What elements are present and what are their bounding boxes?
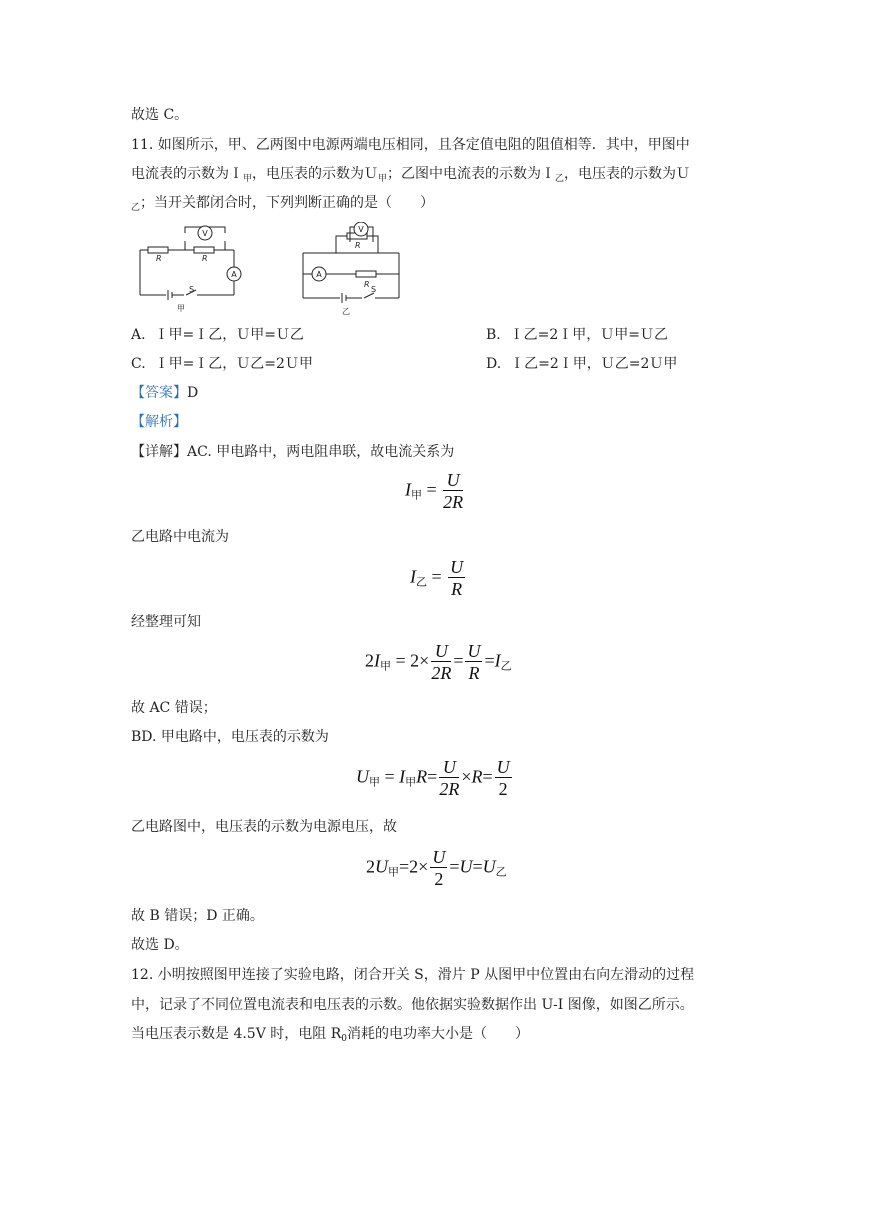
detail-choose-d: 故选 D。 xyxy=(131,937,189,953)
circuit-name-jia: 甲 xyxy=(177,304,185,313)
resistor-label-jia-1: R xyxy=(156,254,162,263)
q11-line-3: $_乙$；当开关都闭合时，下列判断正确的是（ ） xyxy=(131,195,435,213)
q12-line-3: 当电压表示数是 4.5V 时，电阻 $R_0$消耗的电功率大小是（ ） xyxy=(131,1026,530,1044)
ammeter-label-yi: A xyxy=(316,270,322,279)
detail-yi-current: 乙电路中电流为 xyxy=(131,529,229,545)
resistor-label-yi-2: R xyxy=(364,280,370,289)
detail-bd-intro: BD. 甲电路中，电压表的示数为 xyxy=(131,729,329,745)
switch-label-jia: S xyxy=(189,285,195,294)
voltmeter-label-jia: V xyxy=(202,229,208,238)
circuit-name-yi: 乙 xyxy=(342,307,350,316)
formula-u-jia: U甲 = I甲R= $\frac{U}{2R}$ ×R= $\frac{U}{2}$ xyxy=(356,757,510,799)
switch-label-yi: S xyxy=(371,285,377,294)
prev-answer-line: 故选 C。 xyxy=(131,107,189,123)
q11-line-1: 11. 如图所示，甲、乙两图中电源两端电压相同，且各定值电阻的阻值相等．其中，甲图中 xyxy=(131,137,690,153)
q12-line-2: 中，记录了不同位置电流表和电压表的示数。他依据实验数据作出 U-I 图像，如图乙所示。 xyxy=(131,997,694,1013)
analysis-tag: 【解析】 xyxy=(131,414,187,430)
formula-i-jia: I甲 = $\frac{U}{2R}$ xyxy=(405,470,464,512)
ammeter-label-jia: A xyxy=(231,270,237,279)
detail-ac-intro: 【详解】AC. 甲电路中，两电阻串联，故电流关系为 xyxy=(131,444,455,460)
voltmeter-label-yi: V xyxy=(358,225,364,234)
detail-b-wrong: 故 B 错误；D 正确。 xyxy=(131,908,264,924)
circuit-jia xyxy=(140,227,234,300)
detail-after: 经整理可知 xyxy=(131,614,201,630)
resistor-label-yi-1: R xyxy=(355,241,361,250)
detail-yi-voltage: 乙电路图中，电压表的示数为电源电压，故 xyxy=(131,819,397,835)
q12-line-1: 12. 小明按照图甲连接了实验电路，闭合开关 S，滑片 P 从图甲中位置由右向左滑动的过程 xyxy=(131,967,695,983)
resistor-label-jia-2: R xyxy=(202,254,208,263)
q11-line-2: 电流表的示数为Ｉ$_甲$，电压表的示数为Ｕ$_甲$；乙图中电流表的示数为Ｉ$_乙$，电压表的示数为Ｕ xyxy=(131,166,691,184)
option-c[interactable]: C. Ｉ甲=Ｉ乙，Ｕ乙=2Ｕ甲 xyxy=(131,356,313,372)
circuit-diagrams xyxy=(130,222,410,317)
answer-value: D xyxy=(187,385,199,401)
answer-tag: 【答案】 xyxy=(131,385,187,401)
answer-line xyxy=(131,383,198,403)
circuit-yi xyxy=(303,227,399,303)
formula-2i-jia: 2I甲 = 2× $\frac{U}{2R}$ = $\frac{U}{R}$ =I乙 xyxy=(365,641,512,683)
option-d[interactable]: D. Ｉ乙=2Ｉ甲，Ｕ乙=2Ｕ甲 xyxy=(486,356,678,372)
detail-ac-wrong: 故 AC 错误； xyxy=(131,700,217,716)
formula-2u-jia: 2U甲=2× $\frac{U}{2}$ =U=U乙 xyxy=(366,847,507,889)
option-b[interactable]: B. Ｉ乙=2Ｉ甲，Ｕ甲=Ｕ乙 xyxy=(486,327,669,343)
option-a[interactable]: A. Ｉ甲=Ｉ乙，Ｕ甲=Ｕ乙 xyxy=(131,327,304,343)
formula-i-yi: I乙 = $\frac{U}{R}$ xyxy=(410,557,464,599)
